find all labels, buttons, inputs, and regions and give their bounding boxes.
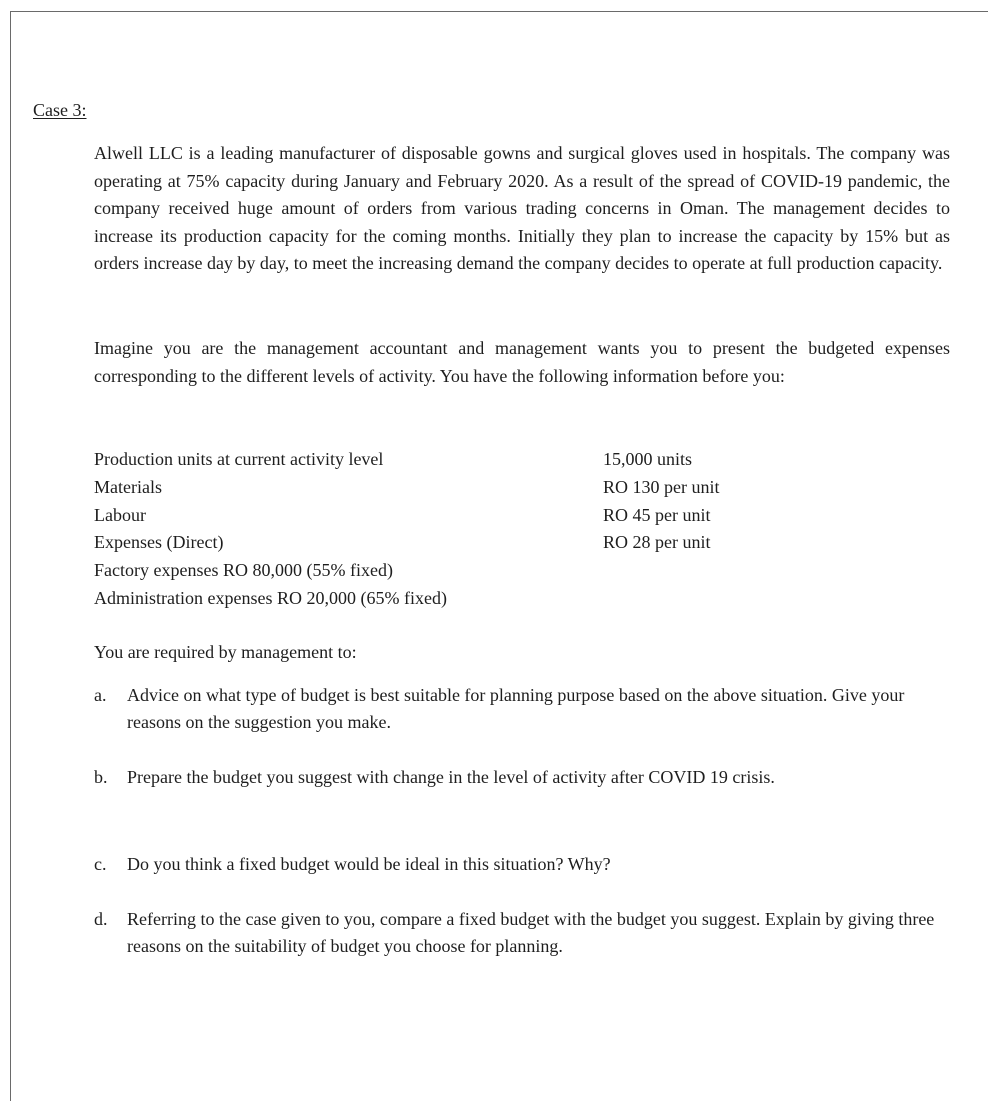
question-text: Prepare the budget you suggest with change in the level of activity after COVID 19 crisis. xyxy=(127,767,775,787)
info-labels-list xyxy=(94,446,574,613)
question-letter: b. xyxy=(94,767,108,787)
question-text: Advice on what type of budget is best suitable for planning purpose based on the above situation. Give your reasons on the suggestion you make. xyxy=(127,685,905,732)
question-text: Do you think a fixed budget would be ideal in this situation? Why? xyxy=(127,854,611,874)
required-intro: You are required by management to: xyxy=(94,642,357,662)
info-label-factory-expenses: Factory expenses RO 80,000 (55% fixed) xyxy=(94,560,393,581)
question-d xyxy=(94,906,954,960)
info-label-admin-expenses: Administration expenses RO 20,000 (65% fixed) xyxy=(94,587,447,608)
info-label-labour: Labour xyxy=(94,504,146,525)
task-context-paragraph: Imagine you are the management accountant and management wants you to present the budgeted expenses corresponding to the different levels of activity. You have the following information before you: xyxy=(94,338,950,386)
question-letter: a. xyxy=(94,685,107,705)
question-text: Referring to the case given to you, compare a fixed budget with the budget you suggest. Explain by giving three reasons on the suitability of budget you choose for planning. xyxy=(127,909,935,956)
question-b xyxy=(94,764,954,791)
info-value-direct-expenses: RO 28 per unit xyxy=(603,532,711,553)
info-label-direct-expenses: Expenses (Direct) xyxy=(94,532,224,553)
info-value-production-units: 15,000 units xyxy=(603,449,693,469)
info-label-materials: Materials xyxy=(94,476,162,497)
question-a xyxy=(94,682,954,736)
question-letter: d. xyxy=(94,909,108,929)
question-letter: c. xyxy=(94,854,107,874)
info-value-labour: RO 45 per unit xyxy=(603,504,711,525)
info-values-list xyxy=(603,446,903,557)
info-label-production-units: Production units at current activity level xyxy=(94,449,384,469)
info-value-materials: RO 130 per unit xyxy=(603,476,720,497)
case-description-paragraph: Alwell LLC is a leading manufacturer of disposable gowns and surgical gloves used in hospitals. The company was operating at 75% capacity during January and February 2020. As a result of the spread of COVID-19 pandemic, the company received huge amount of orders from various trading concerns in Oman. The management decides to increase its production capacity for the coming months. Initially they plan to increase the capacity by 15% but as orders increase day by day, to meet the increasing demand the company decides to operate at full production capacity. xyxy=(94,143,950,273)
case-title: Case 3: xyxy=(33,100,87,120)
question-c xyxy=(94,851,954,878)
